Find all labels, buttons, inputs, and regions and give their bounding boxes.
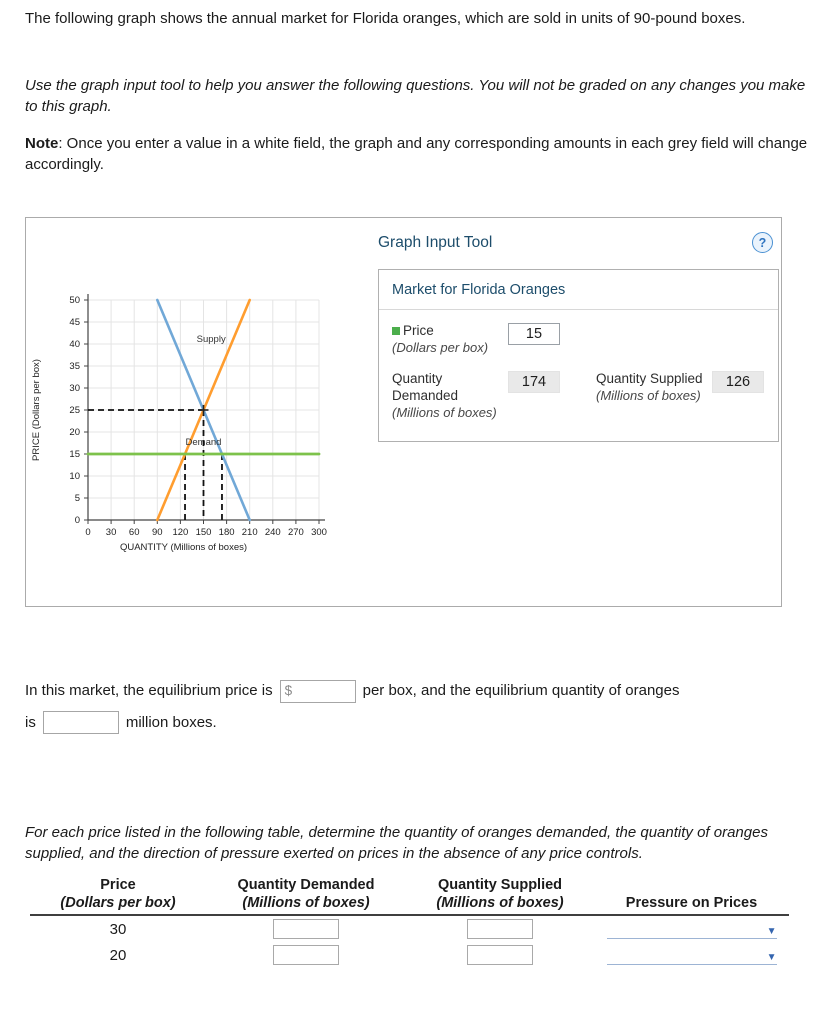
svg-text:15: 15 bbox=[69, 449, 80, 461]
svg-text:35: 35 bbox=[69, 361, 80, 373]
price-input[interactable]: 15 bbox=[508, 323, 560, 345]
svg-text:5: 5 bbox=[74, 493, 80, 505]
graph-input-tool bbox=[378, 218, 781, 606]
qs-label-block bbox=[596, 371, 712, 420]
note-label: Note bbox=[25, 135, 59, 152]
tool-box-title: Market for Florida Oranges bbox=[379, 270, 778, 310]
svg-text:120: 120 bbox=[172, 527, 189, 538]
quantity-supplied-pair bbox=[596, 371, 764, 420]
svg-text:0: 0 bbox=[85, 527, 91, 538]
header-qd-line1: Quantity Demanded bbox=[237, 877, 375, 893]
qd-cell-20 bbox=[206, 942, 406, 968]
quantity-demanded-pair bbox=[392, 371, 560, 420]
chevron-down-icon: ▼ bbox=[766, 926, 777, 938]
price-table bbox=[30, 876, 789, 968]
svg-text:PRICE (Dollars per box): PRICE (Dollars per box) bbox=[31, 359, 42, 461]
instructions-paragraph: Use the graph input tool to help you answer the following questions. You will not be graded on any changes you make to this graph. bbox=[25, 77, 806, 115]
svg-text:30: 30 bbox=[69, 383, 80, 395]
pressure-cell-20 bbox=[594, 942, 789, 968]
svg-text:QUANTITY (Millions of boxes): QUANTITY (Millions of boxes) bbox=[119, 542, 248, 553]
qd-value-field: 174 bbox=[508, 371, 560, 393]
help-icon[interactable]: ? bbox=[752, 232, 773, 253]
svg-text:60: 60 bbox=[128, 527, 140, 538]
svg-text:50: 50 bbox=[69, 295, 80, 307]
price-label-block bbox=[392, 323, 508, 355]
svg-text:Demand: Demand bbox=[185, 437, 222, 449]
tool-header bbox=[378, 232, 779, 253]
table-instructions: For each price listed in the following table, determine the quantity of oranges demanded, the quantity of oranges supplied, and the direction of pressure exerted on prices in the absence of any price controls. bbox=[25, 824, 768, 862]
svg-text:240: 240 bbox=[264, 527, 281, 538]
svg-text:270: 270 bbox=[287, 527, 304, 538]
eq-text-4: million boxes. bbox=[125, 713, 217, 731]
equilibrium-quantity-input[interactable] bbox=[43, 711, 119, 734]
qd-label: Quantity Demanded bbox=[392, 371, 459, 404]
quantity-row bbox=[392, 371, 765, 420]
header-quantity-supplied bbox=[406, 876, 594, 915]
qs-sublabel: (Millions of boxes) bbox=[596, 388, 701, 404]
svg-text:25: 25 bbox=[69, 405, 80, 417]
header-price-line2: (Dollars per box) bbox=[60, 895, 176, 912]
header-qs-line1: Quantity Supplied bbox=[437, 877, 563, 893]
price-legend-icon bbox=[392, 327, 400, 335]
header-qd-line2: (Millions of boxes) bbox=[242, 895, 370, 912]
qd-input-30[interactable] bbox=[273, 919, 339, 939]
table-header-row bbox=[30, 876, 789, 915]
header-pressure bbox=[594, 876, 789, 915]
pressure-cell-30 bbox=[594, 915, 789, 942]
eq-text-1: In this market, the equilibrium price is bbox=[25, 682, 273, 699]
qd-sublabel: (Millions of boxes) bbox=[392, 405, 497, 421]
svg-text:150: 150 bbox=[195, 527, 212, 538]
header-pp-line1: Pressure on Prices bbox=[625, 895, 758, 912]
intro-paragraph: The following graph shows the annual market for Florida oranges, which are sold in units of 90-pound boxes. bbox=[25, 10, 746, 27]
svg-text:45: 45 bbox=[69, 317, 80, 329]
table-row-price-20 bbox=[30, 942, 789, 968]
svg-text:300: 300 bbox=[311, 527, 327, 538]
svg-text:180: 180 bbox=[218, 527, 235, 538]
svg-text:20: 20 bbox=[69, 427, 80, 439]
qs-cell-30 bbox=[406, 915, 594, 942]
svg-text:Supply: Supply bbox=[196, 333, 226, 345]
market-graph[interactable] bbox=[26, 272, 378, 602]
svg-text:40: 40 bbox=[69, 339, 80, 351]
chevron-down-icon: ▼ bbox=[766, 952, 777, 964]
svg-text:10: 10 bbox=[69, 471, 80, 483]
pressure-dropdown-20[interactable] bbox=[607, 945, 777, 965]
price-label: Price bbox=[403, 323, 434, 338]
table-row-price-30 bbox=[30, 915, 789, 942]
header-price bbox=[30, 876, 206, 915]
svg-text:90: 90 bbox=[152, 527, 163, 538]
eq-text-2: per box, and the equilibrium quantity of oranges bbox=[362, 682, 680, 699]
price-cell-30: 30 bbox=[109, 920, 127, 938]
equilibrium-question bbox=[25, 675, 809, 738]
header-quantity-demanded bbox=[206, 876, 406, 915]
qd-cell-30 bbox=[206, 915, 406, 942]
header-qs-line2: (Millions of boxes) bbox=[436, 895, 564, 912]
note-text: : Once you enter a value in a white field, the graph and any corresponding amounts in each grey field will change accordingly. bbox=[25, 135, 808, 173]
qs-label: Quantity Supplied bbox=[596, 371, 703, 387]
header-price-line1: Price bbox=[100, 877, 136, 893]
qd-input-20[interactable] bbox=[273, 945, 339, 965]
price-sublabel: (Dollars per box) bbox=[392, 339, 489, 355]
svg-text:0: 0 bbox=[74, 515, 80, 527]
pressure-dropdown-30[interactable] bbox=[607, 919, 777, 939]
svg-text:210: 210 bbox=[241, 527, 258, 538]
tool-box bbox=[378, 269, 779, 442]
qs-value-field: 126 bbox=[712, 371, 764, 393]
qs-input-30[interactable] bbox=[467, 919, 533, 939]
svg-text:30: 30 bbox=[105, 527, 117, 538]
qd-label-block bbox=[392, 371, 508, 420]
price-cell-20: 20 bbox=[109, 946, 127, 964]
graph-panel bbox=[25, 217, 782, 607]
qs-cell-20 bbox=[406, 942, 594, 968]
graph-area bbox=[26, 218, 378, 606]
note-paragraph bbox=[25, 133, 809, 175]
dollar-sign: $ bbox=[284, 682, 293, 698]
tool-title: Graph Input Tool bbox=[378, 233, 493, 251]
price-row bbox=[392, 323, 765, 355]
equilibrium-price-input[interactable] bbox=[280, 680, 356, 703]
equilibrium-question-line2 bbox=[25, 707, 809, 739]
tool-fields bbox=[379, 310, 778, 441]
eq-text-3: is bbox=[25, 713, 36, 731]
equilibrium-question-line1 bbox=[25, 675, 809, 707]
qs-input-20[interactable] bbox=[467, 945, 533, 965]
